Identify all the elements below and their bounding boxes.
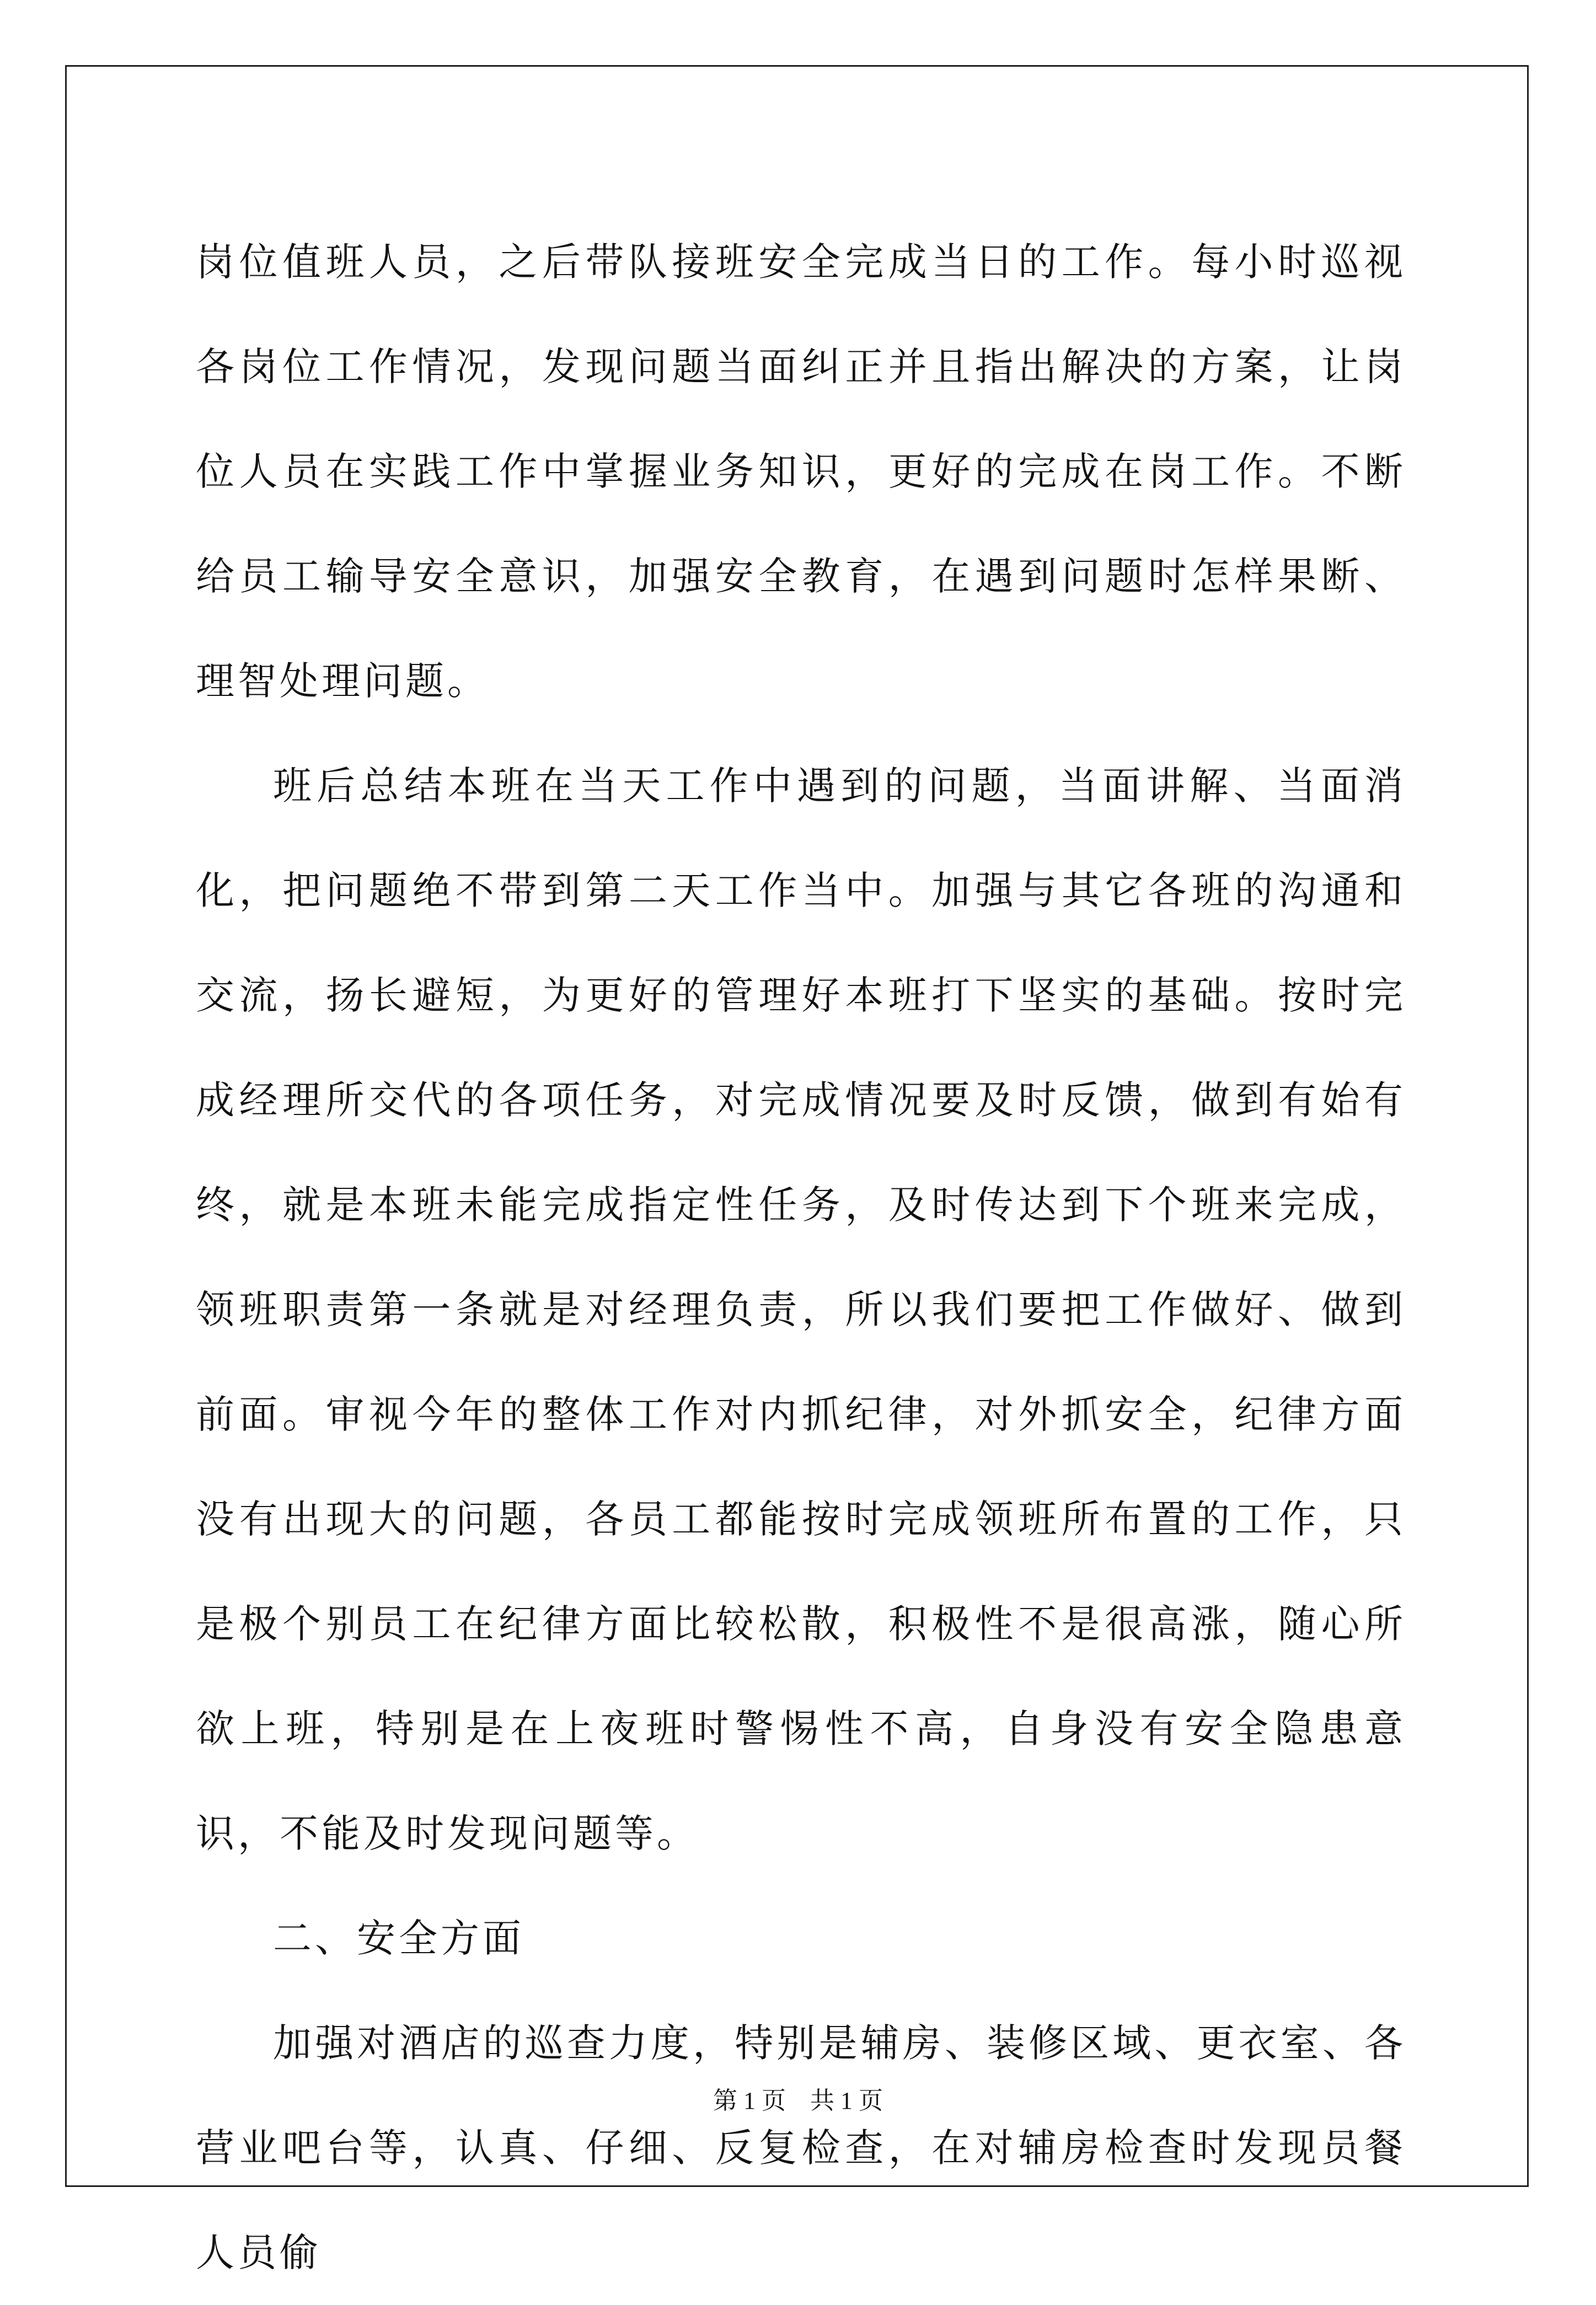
paragraph-1: 岗位值班人员，之后带队接班安全完成当日的工作。每小时巡视各岗位工作情况，发现问题当面纠正并且指出解决的方案，让岗位人员在实践工作中掌握业务知识，更好的完成在岗工作。不断给员工输导安全意识，加强安全教育，在遇到问题时怎样果断、理智处理问题。 (196, 239, 1406, 704)
document-body (196, 210, 1406, 2305)
paragraph-2: 班后总结本班在当天工作中遇到的问题，当面讲解、当面消化，把问题绝不带到第二天工作当中。加强与其它各班的沟通和交流，扬长避短，为更好的管理好本班打下坚实的基础。按时完成经理所交代的各项任务，对完成情况要及时反馈，做到有始有终，就是本班未能完成指定性任务，及时传达到下个班来完成，领班职责第一条就是对经理负责，所以我们要把工作做好、做到前面。审视今年的整体工作对内抓纪律，对外抓安全，纪律方面没有出现大的问题，各员工都能按时完成领班所布置的工作，只是极个别员工在纪律方面比较松散，积极性不是很高涨，随心所欲上班，特别是在上夜班时警惕性不高，自身没有安全隐患意识，不能及时发现问题等。 (196, 763, 1406, 1856)
paragraph-3: 加强对酒店的巡查力度，特别是辅房、装修区域、更衣室、各营业吧台等，认真、仔细、反复检查，在对辅房检查时发现员餐人员偷 (196, 2020, 1406, 2275)
section-heading-safety: 二、安全方面 (273, 1916, 524, 1961)
page-footer: 第 1 页 共 1 页 (713, 2087, 883, 2114)
